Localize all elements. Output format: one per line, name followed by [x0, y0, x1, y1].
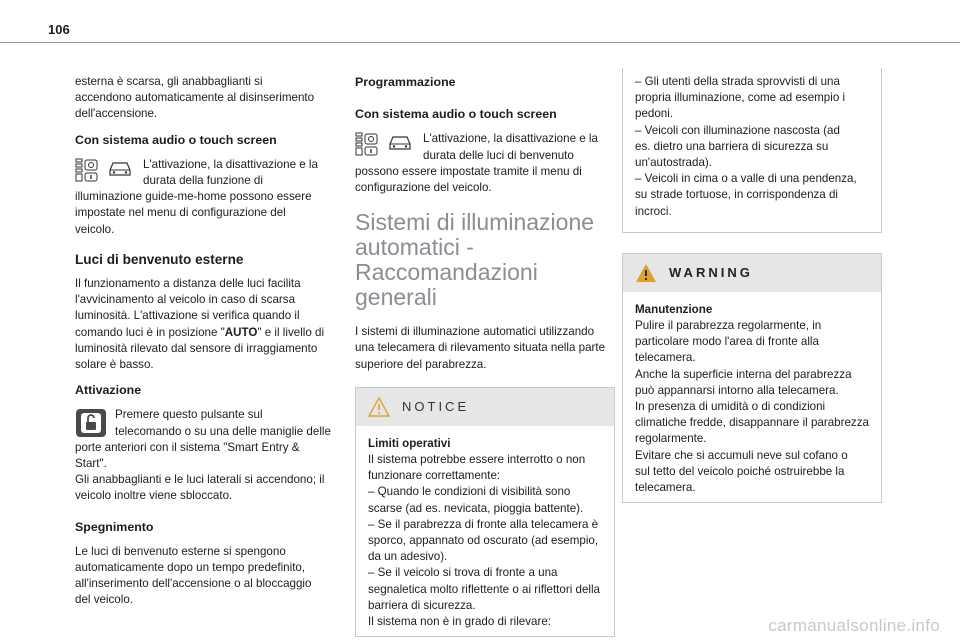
warning-box	[622, 253, 882, 503]
off-heading: Spegnimento	[75, 519, 154, 534]
text-line: all'inserimento dell'accensione o al bloccaggio	[75, 577, 312, 591]
text-line: Il funzionamento a distanza delle luci facilita	[75, 277, 301, 291]
text-line: Il sistema potrebbe essere interrotto o non	[368, 453, 586, 467]
watermark: carmanualsonline.info	[768, 615, 940, 635]
text-line: veicolo.	[75, 222, 115, 236]
audio-paragraph	[75, 157, 335, 238]
text-line: dell'accensione.	[75, 107, 158, 121]
text-line: – Quando le condizioni di visibilità sono	[368, 485, 571, 499]
unlock-key-icon	[75, 408, 107, 438]
text-line: luminosità. L'attivazione si verifica quando il	[75, 309, 300, 323]
notice-body	[356, 426, 614, 636]
text-line: telecomando o su una delle maniglie delle	[115, 424, 331, 438]
icon-group	[75, 408, 107, 438]
warning-body	[623, 292, 881, 502]
notice-title: NOTICE	[402, 398, 470, 414]
text-line: solare è basso.	[75, 358, 154, 372]
activation-heading: Attivazione	[75, 383, 142, 398]
text-line: da un adesivo).	[368, 550, 448, 564]
text-line: es. dietro una barriera di sicurezza su	[635, 139, 829, 153]
text-line: del veicolo.	[75, 593, 134, 607]
text-line: segnaletica molto riflettente o ai riflettori della	[368, 582, 600, 596]
text-line: impostate nel menu di configurazione del	[75, 206, 286, 220]
text-line: Pulire il parabrezza regolarmente, in	[635, 319, 822, 333]
text-line: Start".	[75, 457, 107, 471]
notice-triangle-icon	[368, 397, 390, 417]
text-line: accendono automaticamente al disinserimento	[75, 91, 315, 105]
text-line: barriera di sicurezza.	[368, 598, 476, 612]
text-line: Evitare che si accumuli neve sul cofano o	[635, 448, 848, 462]
text-line: telecamera.	[635, 481, 696, 495]
text-line: – Se il veicolo si trova di fronte a una	[368, 566, 558, 580]
text-line: scarse (ad es. nevicata, pioggia battente).	[368, 501, 584, 515]
text-line: può appannarsi intorno alla telecamera.	[635, 383, 839, 397]
text-line: L'attivazione, la disattivazione e la	[423, 132, 598, 146]
text-line: Il sistema non è in grado di rilevare:	[368, 615, 552, 629]
text-line: porte anteriori con il sistema "Smart Entry &	[75, 440, 300, 454]
text-line: particolare modo l'area di fronte alla	[635, 335, 819, 349]
text-line: L'attivazione, la disattivazione e la	[143, 157, 318, 171]
text-line: durata delle luci di benvenuto	[423, 148, 574, 162]
text-line: durata della funzione di	[143, 174, 263, 188]
column-3	[622, 70, 882, 503]
text-line: automaticamente dopo un tempo predefinito,	[75, 561, 306, 575]
section-title	[355, 210, 615, 310]
intro-paragraph	[355, 324, 615, 373]
text-line: pedoni.	[635, 107, 674, 121]
text-line: sul tetto del veicolo poiché ostruirebbe la	[635, 464, 845, 478]
text-line: – Veicoli in cima o a valle di una pendenza,	[635, 172, 857, 186]
text-line: superiore del parabrezza.	[355, 357, 487, 371]
title-line: generali	[355, 284, 437, 311]
audio-system-icon	[355, 132, 379, 156]
text-line: Anche la superficie interna del parabrezza	[635, 367, 852, 381]
text-line: luminosità rilevato dal sensore di irraggiamento	[75, 341, 318, 355]
text-line: propria illuminazione, come ad esempio i	[635, 91, 846, 105]
auto-label: AUTO	[224, 325, 258, 339]
text-line: una telecamera di rilevamento situata nella parte	[355, 341, 606, 355]
text-line: Premere questo pulsante sul	[115, 408, 263, 422]
title-line: automatici -	[355, 234, 474, 261]
notice-continuation	[622, 68, 882, 233]
car-touchscreen-icon	[107, 158, 133, 178]
off-paragraph	[75, 544, 335, 609]
text-line: climatiche fredde, disappannare il parabrezza	[635, 416, 869, 430]
text-line: configurazione del veicolo.	[355, 181, 492, 195]
activation-paragraph	[75, 407, 335, 504]
audio-heading: Con sistema audio o touch screen	[75, 132, 277, 147]
warning-header	[623, 254, 881, 292]
text-line: su strade tortuose, in corrispondenza di	[635, 188, 839, 202]
text-line: possono essere impostate tramite il menu di	[355, 164, 582, 178]
text-line: incroci.	[635, 204, 672, 218]
audio-system-icon	[75, 158, 99, 182]
text-line: funzionare correttamente:	[368, 469, 501, 483]
programming-heading: Programmazione	[355, 75, 456, 89]
welcome-lights-heading: Luci di benvenuto esterne	[75, 251, 244, 267]
title-line: Sistemi di illuminazione	[355, 209, 595, 236]
warning-title: WARNING	[669, 264, 753, 280]
intro-paragraph	[75, 74, 335, 123]
text-line: – Se il parabrezza di fronte alla telecamera è	[368, 517, 599, 531]
notice-header	[356, 388, 614, 426]
notice-box	[355, 387, 615, 637]
title-line: Raccomandazioni	[355, 259, 538, 286]
welcome-paragraph	[75, 276, 335, 373]
text-line: un'autostrada).	[635, 156, 712, 170]
page-number: 106	[48, 22, 70, 37]
icon-group	[355, 132, 413, 156]
audio-heading: Con sistema audio o touch screen	[355, 107, 557, 122]
text-line: In presenza di umidità o di condizioni	[635, 400, 826, 414]
text-line: veicolo inoltre viene sbloccato.	[75, 489, 233, 503]
icon-group	[75, 158, 133, 182]
text-line: comando luci è in posizione "AUTO" e il livello di	[75, 325, 325, 339]
warning-heading: Manutenzione	[635, 302, 713, 316]
text-line: regolarmente.	[635, 432, 707, 446]
header-rule	[0, 42, 960, 43]
car-touchscreen-icon	[387, 132, 413, 152]
text-line: sporco, appannato od oscurato (ad esempio,	[368, 534, 599, 548]
text-line: – Gli utenti della strada sprovvisti di una	[635, 75, 840, 88]
column-2	[355, 74, 615, 637]
audio-paragraph	[355, 131, 615, 196]
text-line: illuminazione guide-me-home possono essere	[75, 190, 312, 204]
text-line: l'avvicinamento al veicolo in caso di scarsa	[75, 293, 296, 307]
text-line: Gli anabbaglianti e le luci laterali si accendono; il	[75, 473, 325, 487]
text-line: – Veicoli con illuminazione nascosta (ad	[635, 123, 840, 137]
column-1	[75, 74, 335, 618]
text-line: telecamera.	[635, 351, 696, 365]
text-line: Le luci di benvenuto esterne si spengono	[75, 544, 286, 558]
text-line: esterna è scarsa, gli anabbaglianti si	[75, 75, 263, 88]
text-line: I sistemi di illuminazione automatici utilizzando	[355, 325, 595, 339]
warning-triangle-icon	[635, 263, 657, 283]
notice-heading: Limiti operativi	[368, 436, 451, 450]
